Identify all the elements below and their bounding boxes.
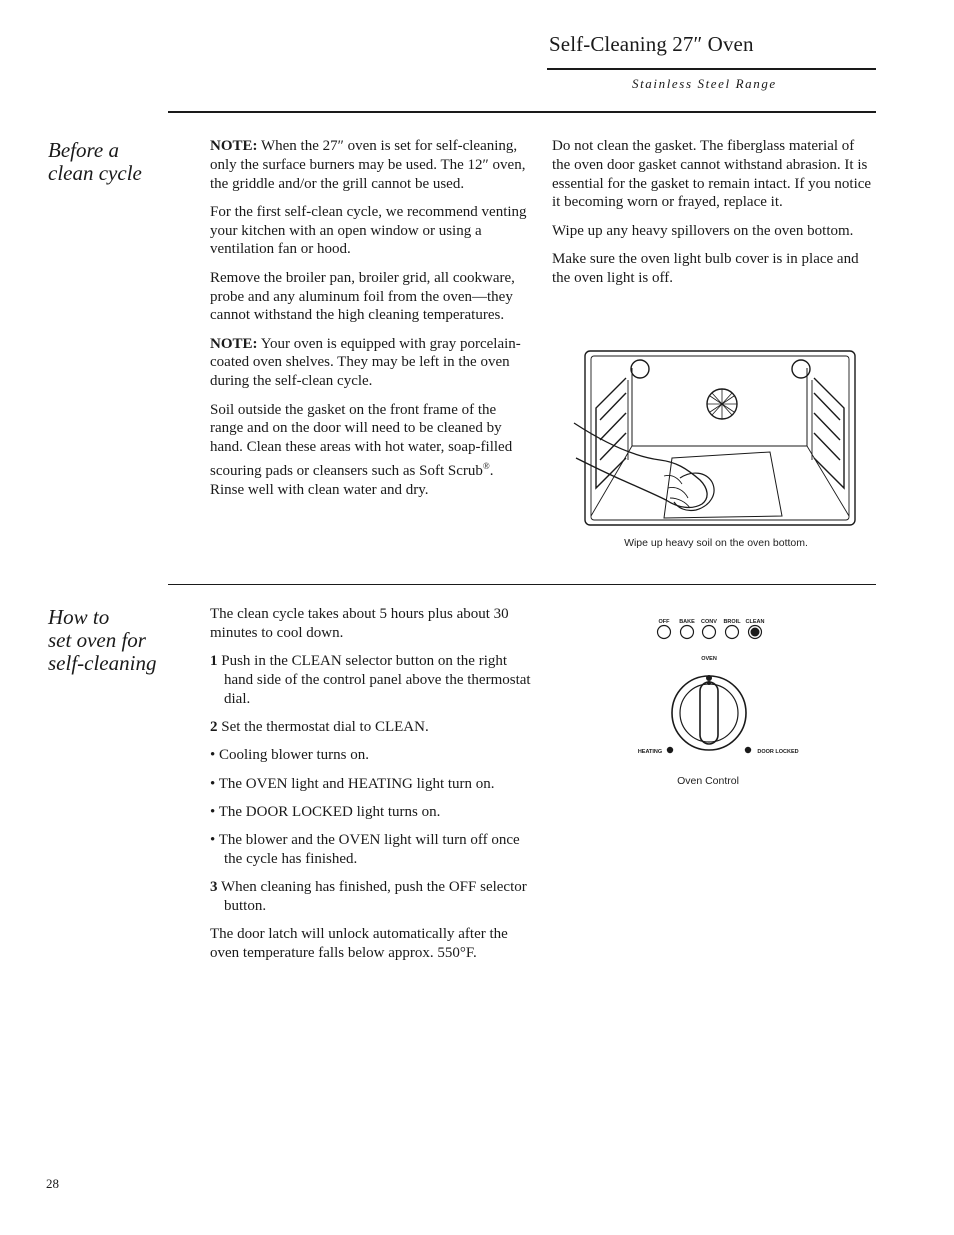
note-paragraph xyxy=(210,137,530,193)
conv-button xyxy=(703,626,716,639)
step-3 xyxy=(210,878,536,916)
dial-knob xyxy=(700,682,718,744)
oven-frame xyxy=(585,351,855,525)
step-number: 2 xyxy=(210,718,218,735)
door-locked-indicator-light xyxy=(745,747,751,753)
thermostat-dial xyxy=(672,676,746,750)
paragraph: Wipe up any heavy spillovers on the oven bottom. xyxy=(552,222,854,239)
figure-caption: Oven Control xyxy=(677,775,739,787)
oven-indicator-light xyxy=(706,675,712,681)
heating-light-label: HEATING xyxy=(637,749,663,755)
self-clean-instructions xyxy=(210,605,536,972)
paragraph: Do not clean the gasket. The fiberglass material of the oven door gasket cannot withstand abrasion. It is essential for the gasket to remain intact. If you notice it becoming worn or frayed, replace it. xyxy=(552,138,872,211)
step-1 xyxy=(210,652,536,708)
paragraph: Remove the broiler pan, broiler grid, all cookware, probe and any aluminum foil from the oven—they cannot withstand the high cleaning temperatures. xyxy=(210,269,515,324)
heading-line: set oven for xyxy=(48,628,146,652)
text: Soil outside the gasket on the front frame of the range and on the door will need to be cleaned by hand. Clean these areas with hot water, soap-filled scouring pads or cleansers such as Soft Scrub xyxy=(210,401,513,479)
heading-line: self-cleaning xyxy=(48,651,157,675)
step-number: 3 xyxy=(210,879,218,896)
off-button xyxy=(658,626,671,639)
bullet-item: • The blower and the OVEN light will turn off once the cycle has finished. xyxy=(210,832,520,867)
bullet-item: • The OVEN light and HEATING light turn on. xyxy=(210,775,495,792)
note-text: When the 27″ oven is set for self-cleaning, only the surface burners may be used. The 12″ oven, the griddle and/or the grill cannot be used. xyxy=(210,138,526,192)
note-label: NOTE: xyxy=(210,335,258,352)
page-subtitle: Stainless Steel Range xyxy=(632,76,777,91)
broil-button xyxy=(726,626,739,639)
wiping-hand xyxy=(574,423,707,507)
section-divider-top xyxy=(168,111,876,113)
figure-caption: Wipe up heavy soil on the oven bottom. xyxy=(624,537,808,549)
paragraph: The door latch will unlock automatically after the oven temperature falls below approx. 550°F. xyxy=(210,926,508,962)
step-text: Push in the CLEAN selector button on the right hand side of the control panel above the thermostat dial. xyxy=(217,653,531,707)
oven-light-label: OVEN xyxy=(701,656,717,662)
text: . Rinse well with clean water and dry. xyxy=(210,462,494,498)
convection-fan-icon xyxy=(707,389,737,419)
button-label-conv: CONV xyxy=(701,619,717,625)
button-label-clean: CLEAN xyxy=(745,619,765,625)
page-title: Self-Cleaning 27″ Oven xyxy=(549,32,754,56)
clean-button-pressed-indicator xyxy=(751,628,760,637)
section-divider xyxy=(168,584,876,585)
note-text: Your oven is equipped with gray porcelain-coated oven shelves. They may be left in the oven during the self-clean cycle. xyxy=(210,335,521,390)
step-2 xyxy=(210,718,536,737)
bullet-item: • Cooling blower turns on. xyxy=(210,747,369,764)
title-rule xyxy=(547,68,876,70)
oven-light-left xyxy=(631,360,649,378)
registered-mark: ® xyxy=(482,460,490,471)
oven-interior-illustration xyxy=(560,348,860,530)
before-clean-right-column xyxy=(552,137,876,297)
note-label: NOTE: xyxy=(210,138,258,154)
door-locked-light-label: DOOR LOCKED xyxy=(757,749,799,755)
paragraph xyxy=(210,401,530,500)
step-number: 1 xyxy=(210,653,218,670)
cleaning-cloth xyxy=(674,473,714,510)
heading-line: clean cycle xyxy=(48,161,142,185)
dial-pointer xyxy=(707,681,711,685)
heading-line: Before a xyxy=(48,138,119,162)
section-heading-how-to-self-clean xyxy=(48,606,156,675)
step-text: When cleaning has finished, push the OFF selector button. xyxy=(217,879,527,915)
oven-control-illustration xyxy=(628,612,808,762)
bullet-item: • The DOOR LOCKED light turns on. xyxy=(210,803,441,820)
paragraph: The clean cycle takes about 5 hours plus about 30 minutes to cool down. xyxy=(210,606,509,641)
paragraph: Make sure the oven light bulb cover is in place and the oven light is off. xyxy=(552,250,859,286)
page-number: 28 xyxy=(46,1176,59,1191)
button-label-broil: BROIL xyxy=(723,619,741,625)
note-paragraph xyxy=(210,335,530,391)
before-clean-left-column xyxy=(210,137,530,509)
paragraph: For the first self-clean cycle, we recommend venting your kitchen with an open window or using a ventilation fan or hood. xyxy=(210,203,527,258)
section-heading-before-clean xyxy=(48,139,142,185)
heating-indicator-light xyxy=(667,747,673,753)
bake-button xyxy=(681,626,694,639)
button-label-off: OFF xyxy=(658,619,670,625)
button-label-bake: BAKE xyxy=(679,619,695,625)
step-text: Set the thermostat dial to CLEAN. xyxy=(217,718,429,735)
heading-line: How to xyxy=(48,605,110,629)
